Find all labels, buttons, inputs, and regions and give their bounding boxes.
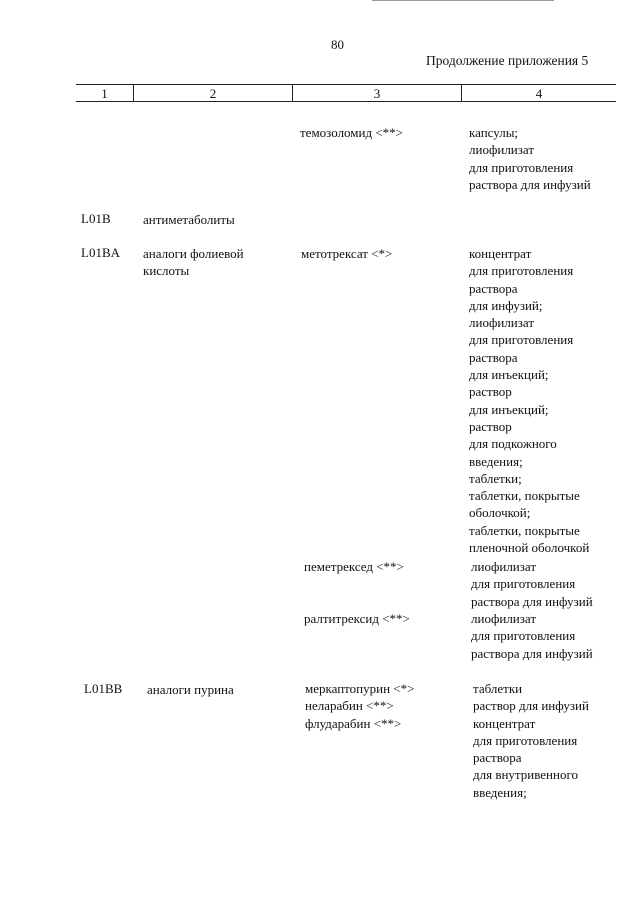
- dosage-form: таблетки: [473, 681, 523, 696]
- drug-name: меркаптопурин <*>: [305, 681, 415, 696]
- dosage-form: оболочкой;: [469, 505, 531, 521]
- dosage-form: таблетки;: [469, 470, 522, 486]
- dosage-form: для приготовления: [469, 263, 574, 279]
- group-name: кислоты: [143, 263, 190, 279]
- drug-name: метотрексат <*>: [301, 246, 393, 261]
- dosage-form: раствора для инфузий: [471, 593, 593, 609]
- row-2-code: L01BA: [81, 245, 120, 260]
- row-5-code: L01BB: [84, 681, 123, 696]
- row-5-drugs: [305, 680, 414, 732]
- dosage-form: для приготовления: [471, 576, 576, 592]
- dosage-form: таблетки, покрытые: [469, 488, 580, 504]
- group-name: аналоги пурина: [147, 682, 234, 697]
- row-2-group: [143, 245, 244, 280]
- dosage-form: лиофилизат: [469, 315, 535, 331]
- column-header-1: 1: [101, 86, 108, 101]
- dosage-form: для приготовления: [473, 732, 578, 748]
- drug-name: неларабин <**>: [305, 698, 394, 714]
- dosage-form: раствора: [469, 349, 518, 365]
- row-4-drugs: [304, 610, 410, 627]
- dosage-form: для приготовления: [469, 159, 574, 175]
- row-0-drugs: [300, 124, 403, 141]
- dosage-form: для приготовления: [471, 628, 576, 644]
- drug-name: флударабин <**>: [305, 715, 402, 731]
- dosage-form: капсулы;: [469, 125, 519, 140]
- group-name: антиметаболиты: [143, 212, 235, 227]
- row-5-group: [147, 681, 234, 698]
- row-1-group: [143, 211, 235, 228]
- row-3-drugs: [304, 558, 404, 575]
- dosage-form: раствора для инфузий: [471, 645, 593, 661]
- dosage-form: концентрат: [473, 715, 536, 731]
- dosage-form: для инъекций;: [469, 367, 549, 383]
- dosage-form: пленочной оболочкой: [469, 540, 590, 556]
- dosage-form: раствор: [469, 384, 512, 400]
- row-2-drugs: [301, 245, 392, 262]
- dosage-form: введения;: [473, 784, 527, 800]
- group-name: аналоги фолиевой: [143, 246, 244, 261]
- row-5-forms: [473, 680, 589, 801]
- column-header-3: 3: [373, 86, 381, 101]
- dosage-form: раствора: [469, 280, 518, 296]
- drug-name: пеметрексед <**>: [304, 559, 404, 574]
- drug-name: ралтитрексид <**>: [304, 611, 410, 626]
- dosage-form: лиофилизат: [471, 611, 537, 626]
- header-top-border: [76, 84, 616, 85]
- row-4-forms: [471, 610, 593, 662]
- row-2-forms: [469, 245, 589, 556]
- dosage-form: для внутривенного: [473, 767, 578, 783]
- column-header-4: 4: [535, 86, 543, 101]
- dosage-form: для инфузий;: [469, 297, 543, 313]
- dosage-form: лиофилизат: [471, 559, 537, 574]
- dosage-form: лиофилизат: [469, 142, 535, 158]
- row-0-forms: [469, 124, 591, 193]
- dosage-form: для инъекций;: [469, 401, 549, 417]
- page-number: 80: [331, 37, 344, 52]
- continuation-note: Продолжение приложения 5: [426, 53, 589, 68]
- scan-edge-line: [372, 0, 554, 1]
- row-1-code: L01B: [81, 211, 111, 226]
- dosage-form: раствора: [473, 750, 522, 766]
- dosage-form: раствора для инфузий: [469, 176, 591, 192]
- dosage-form: раствор для инфузий: [473, 698, 589, 714]
- dosage-form: концентрат: [469, 246, 532, 261]
- dosage-form: для подкожного: [469, 436, 557, 452]
- dosage-form: для приготовления: [469, 332, 574, 348]
- column-header-2: 2: [209, 86, 217, 101]
- dosage-form: введения;: [469, 453, 523, 469]
- row-3-forms: [471, 558, 593, 610]
- dosage-form: таблетки, покрытые: [469, 522, 580, 538]
- drug-name: темозоломид <**>: [300, 125, 404, 140]
- dosage-form: раствор: [469, 418, 512, 434]
